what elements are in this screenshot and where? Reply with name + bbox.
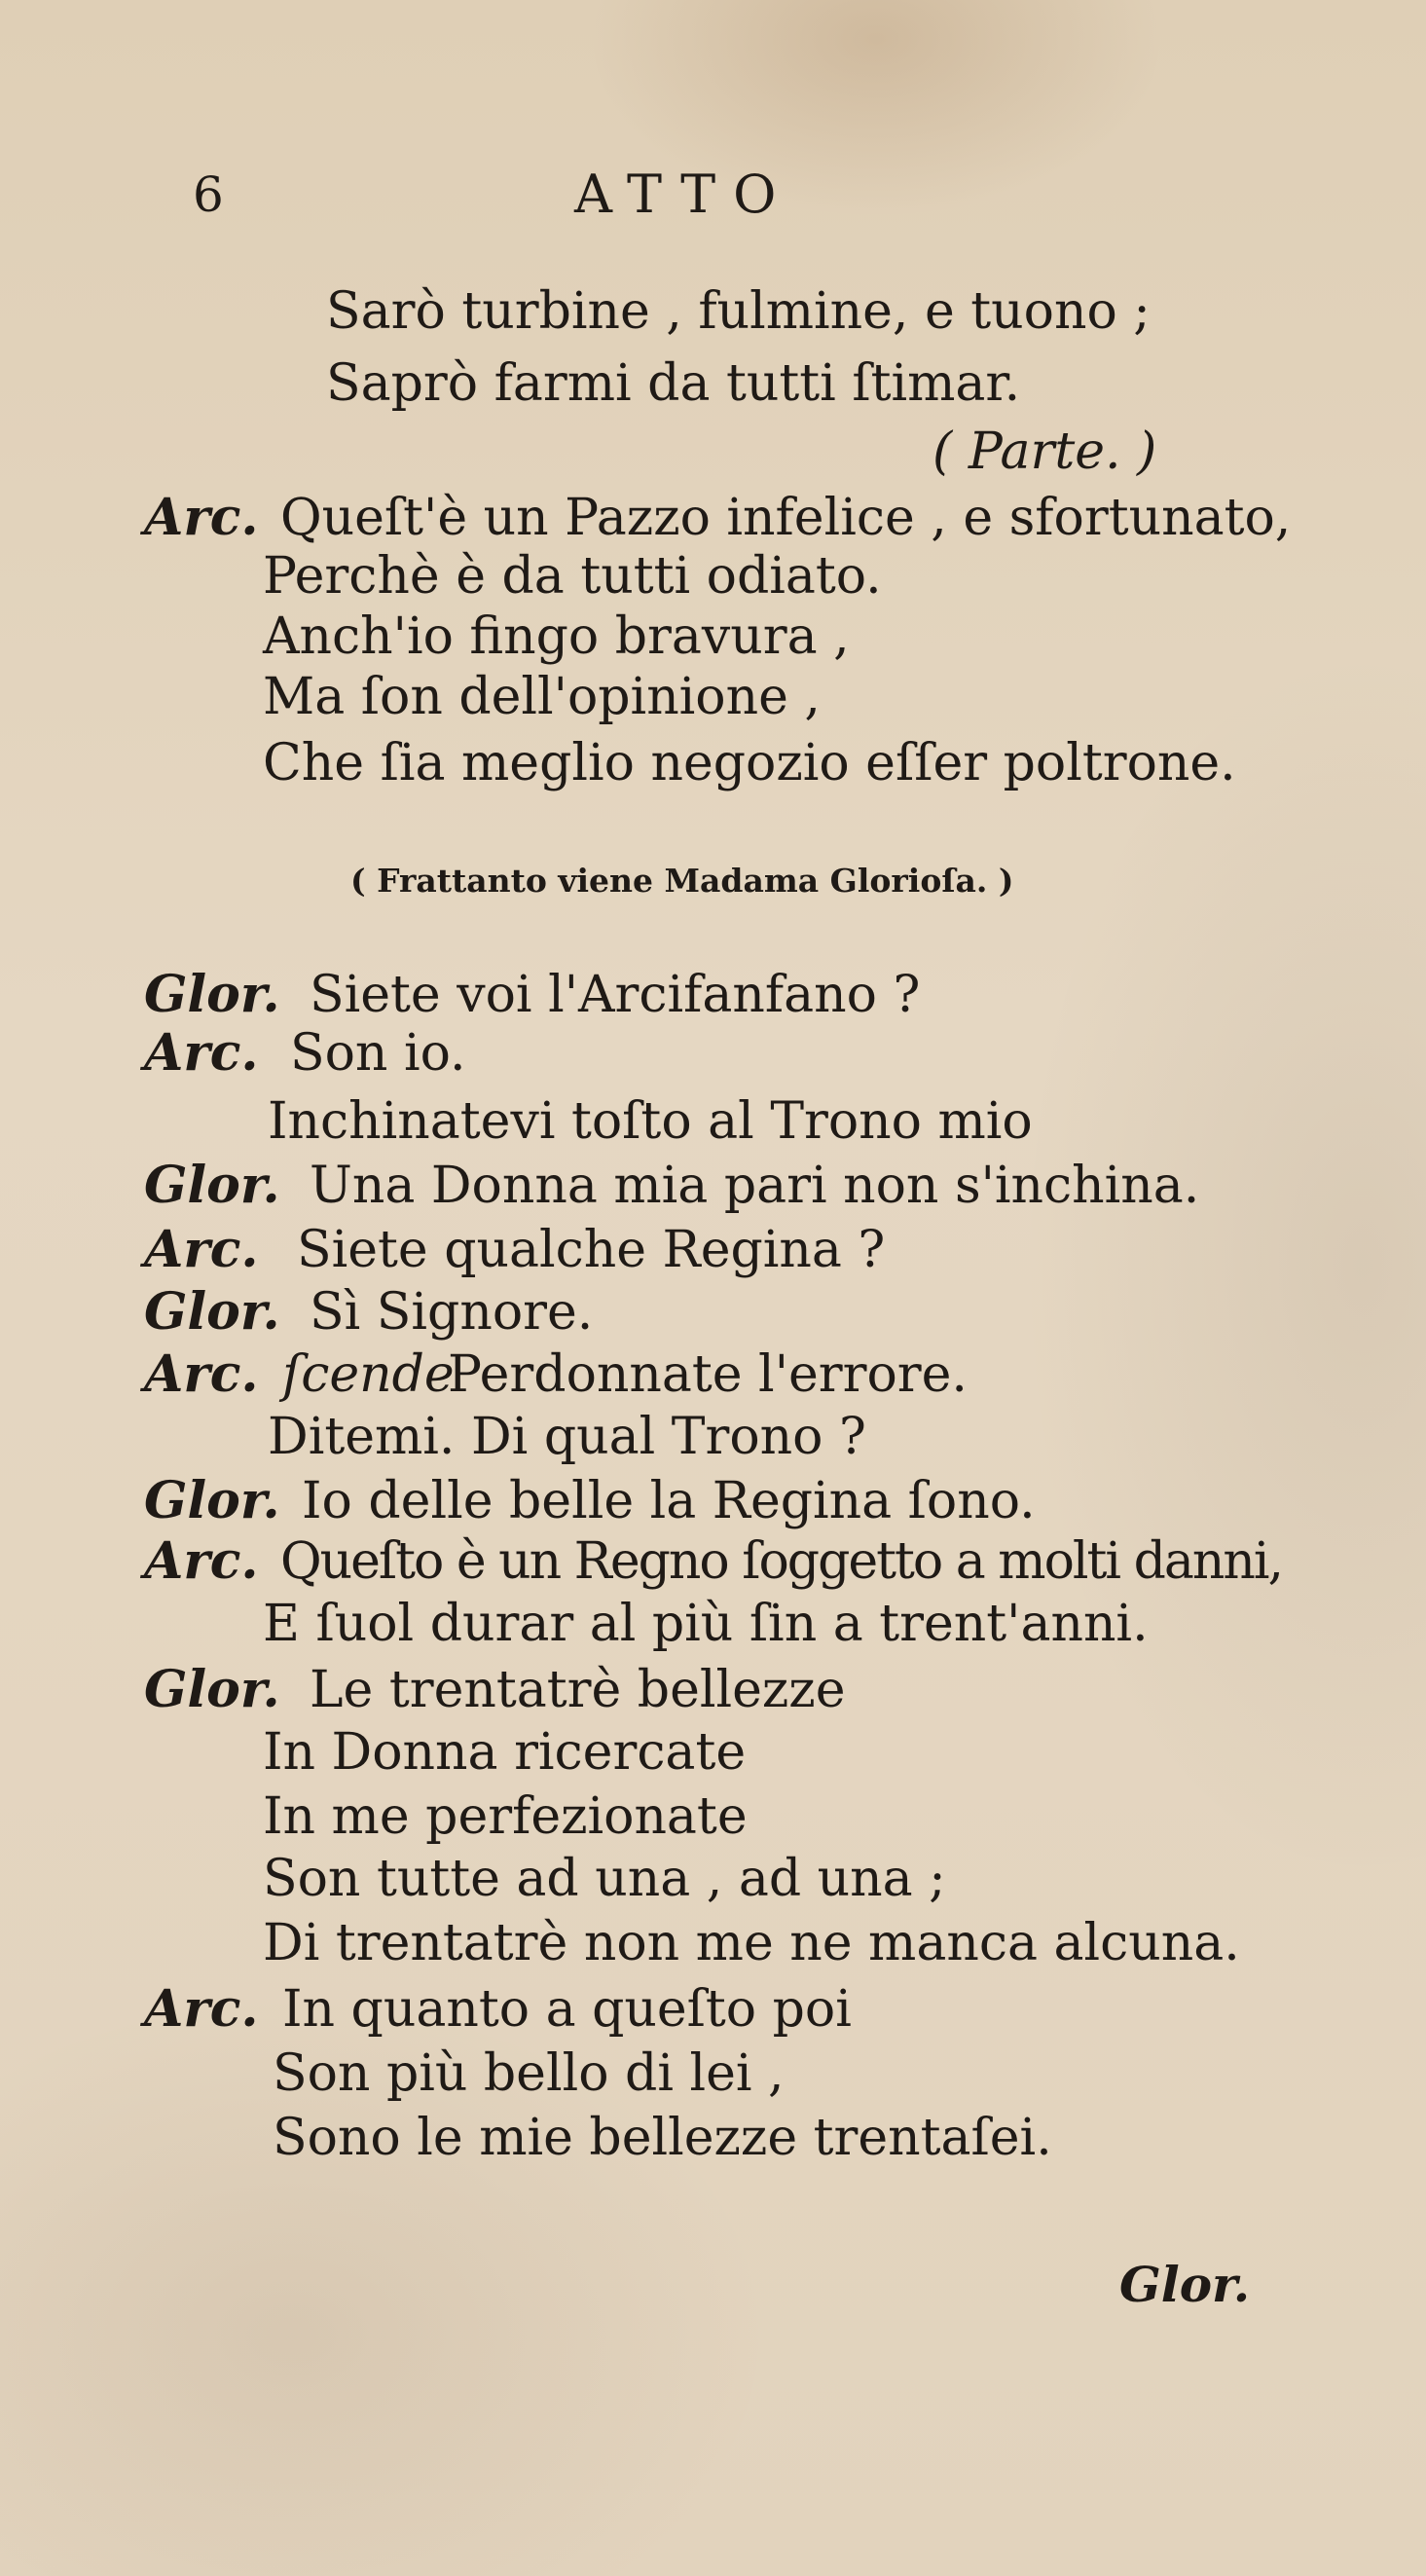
verse-text: Inchinatevi toſto al Trono mio [268,1092,1033,1151]
verse-text: Sì Signore. [310,1283,594,1342]
verse-line [0,1406,1426,1468]
verse-line [0,732,1426,794]
verse-line [0,487,1426,549]
page-number: 6 [193,166,224,223]
verse-line [0,1530,1426,1593]
stage-note: ſcende [282,1345,455,1404]
stage-direction: ( Frattanto viene Madama Glorioſa. ) [350,862,1014,900]
speaker-label: Glor. [144,1660,280,1719]
speaker-label: Arc. [144,1023,259,1083]
running-head: ATTO [574,164,794,225]
verse-line [0,2042,1426,2105]
speaker-label: Glor. [144,965,280,1024]
verse-line [0,1219,1426,1281]
verse-text: In quanto a queſto poi [282,1980,852,2039]
verse-text: Che ſia meglio negozio eſſer poltrone. [263,734,1236,792]
verse-line [0,280,1426,343]
speaker-label: Glor. [144,1471,280,1530]
verse-text: Son tutte ad una , ad una ; [263,1850,946,1908]
verse-text: Di trentatrè non me ne manca alcuna. [263,1914,1240,1972]
verse-text: Le trentatrè bellezze [310,1661,846,1719]
verse-line [0,1912,1426,1974]
verse-line [0,1978,1426,2041]
verse-text: In me perfezionate [263,1787,748,1846]
verse-text: Siete voi l'Arcifanfano ? [310,966,921,1024]
speaker-label: Glor. [144,1156,280,1215]
verse-text: Sarò turbine , fulmine, e tuono ; [326,282,1151,341]
verse-text: E ſuol durar al più ſin a trent'anni. [263,1595,1149,1653]
verse-line [0,1785,1426,1848]
verse-text: Queſto è un Regno ſoggetto a molti danni, [280,1532,1283,1591]
speaker-label: Arc. [144,1344,259,1404]
verse-line [0,545,1426,607]
verse-line [0,666,1426,728]
verse-text: Son più bello di lei , [273,2044,785,2103]
speaker-label: Arc. [144,1220,259,1279]
verse-line [0,606,1426,668]
exit-direction: ( Parte. ) [932,423,1157,481]
catchword: Glor. [1119,2256,1251,2313]
verse-text: Siete qualche Regina ? [297,1221,886,1279]
verse-text: In Donna ricercate [263,1723,747,1782]
verse-text: Queſt'è un Pazzo infelice , e sfortunato, [280,489,1292,547]
verse-text: Ma ſon dell'opinione , [263,668,821,726]
page-header [0,156,1426,234]
verse-text: Sono le mie bellezze trentaſei. [273,2109,1052,2167]
verse-line [0,421,1426,483]
verse-line [0,1022,1426,1085]
verse-text: Perdonnate l'errore. [448,1345,968,1404]
verse-line [0,1470,1426,1532]
verse-line [0,1155,1426,1217]
verse-text: Io delle belle la Regina ſono. [302,1472,1036,1530]
verse-line [0,1343,1426,1406]
verse-text: Una Donna mia pari non s'inchina. [310,1157,1200,1215]
verse-line [0,1281,1426,1343]
verse-line [0,352,1426,415]
speaker-label: Arc. [144,1979,259,2039]
verse-line [0,1848,1426,1910]
verse-text: Saprò farmi da tutti ſtimar. [326,354,1021,413]
speaker-label: Arc. [144,488,259,547]
verse-line [0,1721,1426,1784]
verse-text: Perchè è da tutti odiato. [263,547,882,606]
verse-line [0,2107,1426,2169]
speaker-label: Glor. [144,1282,280,1342]
verse-line [0,1593,1426,1655]
verse-text: Ditemi. Di qual Trono ? [268,1408,866,1466]
verse-line [0,964,1426,1026]
verse-line [0,1090,1426,1153]
speaker-label: Arc. [144,1531,259,1591]
verse-text: Son io. [290,1024,466,1083]
verse-line [0,1659,1426,1721]
verse-text: Anch'io fingo bravura , [263,607,850,666]
